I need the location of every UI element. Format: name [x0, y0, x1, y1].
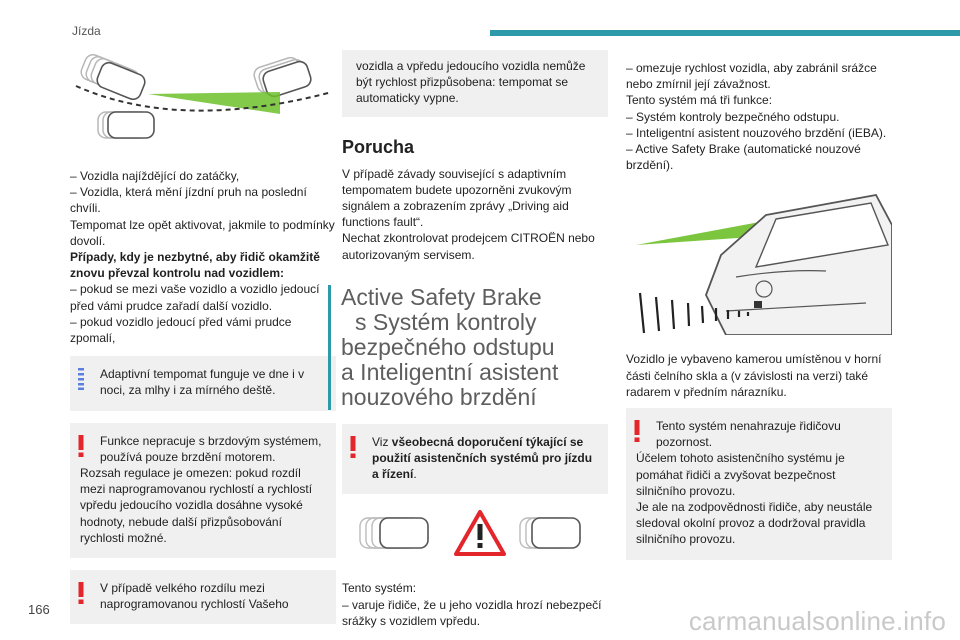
column-3: [626, 60, 892, 560]
warning-text: Účelem tohoto asistenčního systému je pomáhat řidiči a zvyšovat bezpečnost silničního provozu.: [636, 451, 845, 498]
text-line: Tento systém má tři funkce:: [626, 93, 773, 108]
warning-text: Funkce nepracuje s brzdovým systémem, používá pouze brzdění motorem.: [100, 433, 322, 464]
see-also-box: Viz všeobecná doporučení týkající se použití asistenčních systémů pro jízdu a řízení.: [342, 424, 608, 495]
continued-warning-box: [342, 50, 608, 117]
column-2: [342, 50, 608, 629]
text-line: – omezuje rychlost vozidla, aby zabránil srážce nebo zmírnil její závažnost.: [626, 61, 877, 92]
cars-curve-illustration: [70, 50, 336, 150]
text-line: – Vozidla, která mění jízdní pruh na poslední chvíli.: [70, 185, 307, 216]
warning-box: [626, 408, 892, 560]
warning-text: Tento systém nenahrazuje řidičovu pozornost.: [656, 419, 841, 450]
text-paragraph: Nechat zkontrolovat prodejcem CITROËN nebo autorizovaným servisem.: [342, 231, 595, 262]
bold-text: Případy, kdy je nezbytné, aby řidič okamžitě znovu převzal kontrolu nad vozidlem:: [70, 250, 320, 281]
section-header: Jízda: [72, 24, 101, 38]
text-line: Tento systém:: [342, 581, 417, 596]
text-line: – Inteligentní asistent nouzového brzdění (iEBA).: [626, 125, 887, 140]
van-camera-radar-illustration: [626, 185, 892, 335]
text-line: – varuje řidiče, že u jeho vozidla hrozí nebezpečí srážky s vozidlem vpředu.: [342, 597, 602, 628]
page-number: 166: [28, 602, 50, 617]
text-line: – pokud vozidlo jedoucí před vámi prudce zpomalí,: [70, 314, 292, 346]
collision-warning-illustration: [342, 506, 608, 566]
text-line: – pokud se mezi vaše vozidlo a vozidlo jedoucí před vámi prudce zařadí další vozidlo.: [70, 282, 320, 313]
text-paragraph: V případě závady související s adaptivním tempomatem budete upozorněni zvukovým signálem a zobrazením zprávy „Driving aid functions fault“.: [342, 166, 572, 230]
warning-exclamation-icon: [77, 435, 85, 457]
text-line: Tempomat lze opět aktivovat, jakmile to podmínky dovolí.: [70, 217, 335, 248]
warning-text: Je ale na zodpovědnosti řidiče, aby neustále sledoval okolní provoz a dodržoval pravidla silničního provozu.: [636, 500, 873, 547]
warning-box: [70, 570, 336, 624]
warning-exclamation-icon: [633, 420, 641, 442]
warning-exclamation-icon: [349, 436, 357, 458]
warning-text: V případě velkého rozdílu mezi naprogramovanou rychlostí Vašeho: [100, 581, 289, 612]
watermark-text: carmanualsonline.info: [688, 606, 946, 636]
info-box: [70, 356, 336, 410]
header-accent-bar: [490, 30, 960, 36]
warning-text: vozidla a vpředu jedoucího vozidla nemůže být rychlost přizpůsobena: tempomat se automaticky vypne.: [356, 59, 586, 106]
camera-description: Vozidlo je vybaveno kamerou umístěnou v horní části čelního skla a (v závislosti na verzi) také radarem v předním nárazníku.: [626, 352, 882, 399]
warning-box: [70, 423, 336, 558]
warning-text: Rozsah regulace je omezen: pokud rozdíl mezi naprogramovanou rychlostí a rychlostí vpředu jedoucího vozidla dosáhne vysoké hodnoty, nebude další přizpůsobování rychlosti možné.: [80, 466, 313, 545]
text-line: – Vozidla najíždějící do zatáčky,: [70, 169, 240, 183]
see-also-link: všeobecná doporučení týkající se použití asistenčních systémů pro jízdu a řízení: [372, 434, 593, 482]
column-1: [70, 50, 336, 624]
text-line: – Active Safety Brake (automatické nouzové brzdění).: [626, 142, 861, 173]
info-text: Adaptivní tempomat funguje ve dne i v noci, za mlhy i za mírného deště.: [100, 367, 305, 398]
section-title: Porucha: [342, 136, 415, 157]
chapter-title: Active Safety Brake s Systém kontroly bezpečného odstupu a Inteligentní asistent nouzového brzdění: [328, 285, 608, 410]
info-icon: [77, 368, 85, 390]
text-line: – Systém kontroly bezpečného odstupu.: [626, 109, 840, 124]
warning-exclamation-icon: [77, 582, 85, 604]
